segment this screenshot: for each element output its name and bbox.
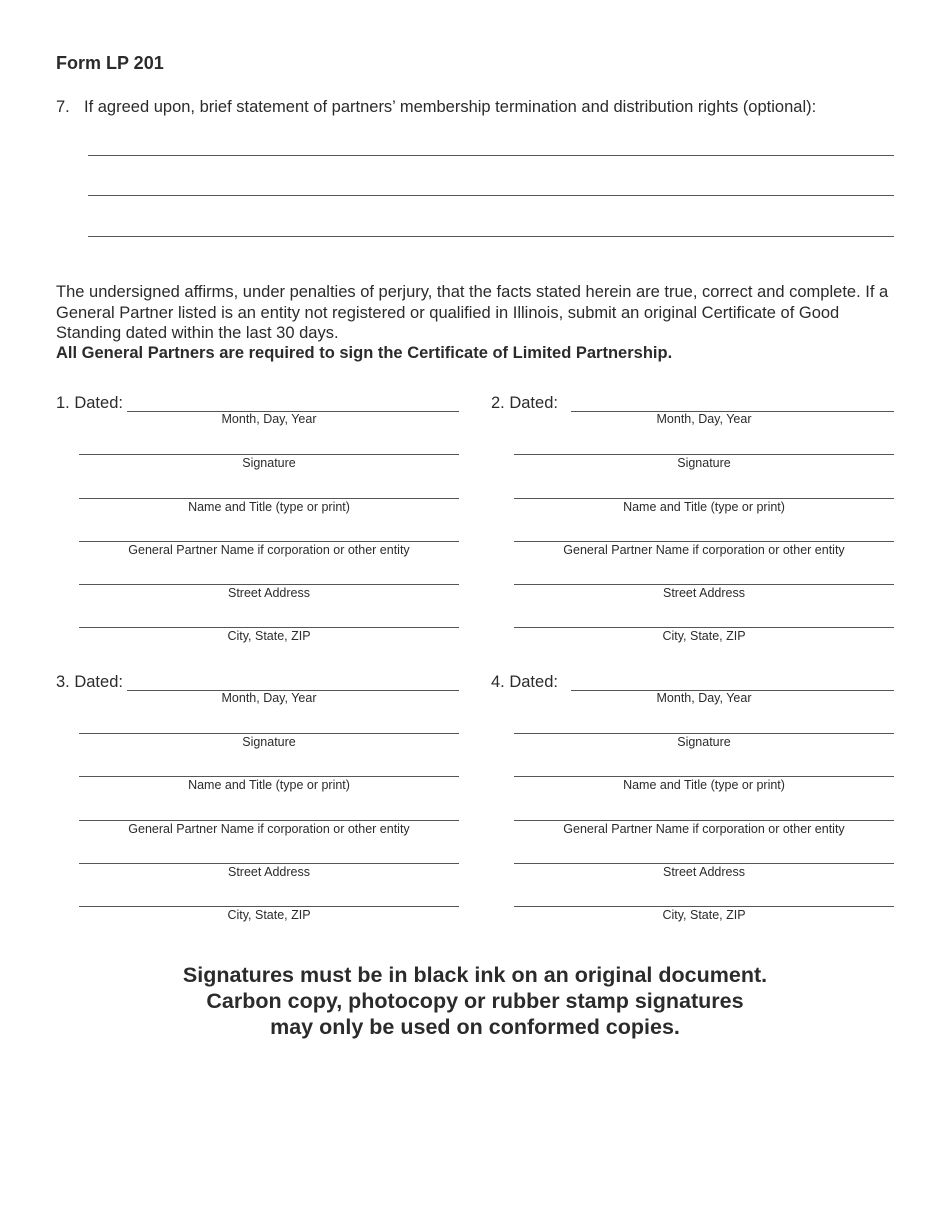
- caption-date-3: Month, Day, Year: [221, 691, 317, 705]
- statement-line-3[interactable]: [88, 236, 894, 237]
- signature-line-4[interactable]: [514, 733, 894, 734]
- street-line-4[interactable]: [514, 863, 894, 864]
- statement-line-1[interactable]: [88, 155, 894, 156]
- caption-city-2: City, State, ZIP: [662, 629, 746, 643]
- signature-line-1[interactable]: [79, 454, 459, 455]
- name-title-line-4[interactable]: [514, 776, 894, 777]
- form-title: Form LP 201: [56, 53, 164, 73]
- partner-name-line-3[interactable]: [79, 820, 459, 821]
- caption-name-title-4: Name and Title (type or print): [623, 778, 785, 792]
- street-line-1[interactable]: [79, 584, 459, 585]
- caption-name-title-1: Name and Title (type or print): [188, 500, 350, 514]
- name-title-line-3[interactable]: [79, 776, 459, 777]
- caption-name-title-3: Name and Title (type or print): [188, 778, 350, 792]
- affirmation-text: The undersigned affirms, under penalties of perjury, that the facts stated herein are true, correct and complete. If a General Partner listed is an entity not registered or qualified in Illinois, submit an original Certificate of Good Standing dated within the last 30 days.: [56, 283, 889, 342]
- city-line-2[interactable]: [514, 627, 894, 628]
- caption-partner-name-2: General Partner Name if corporation or other entity: [563, 543, 845, 557]
- caption-city-1: City, State, ZIP: [227, 629, 311, 643]
- caption-partner-name-3: General Partner Name if corporation or other entity: [128, 822, 410, 836]
- caption-street-1: Street Address: [228, 586, 310, 600]
- notice-line-3: may only be used on conformed copies.: [270, 1015, 680, 1039]
- city-line-3[interactable]: [79, 906, 459, 907]
- caption-signature-2: Signature: [677, 456, 731, 470]
- caption-street-4: Street Address: [663, 865, 745, 879]
- caption-signature-3: Signature: [242, 735, 296, 749]
- caption-signature-4: Signature: [677, 735, 731, 749]
- notice-line-1: Signatures must be in black ink on an original document.: [182, 963, 768, 987]
- city-line-4[interactable]: [514, 906, 894, 907]
- caption-partner-name-1: General Partner Name if corporation or other entity: [128, 543, 410, 557]
- signature-notice: [0, 962, 950, 1040]
- partner-name-line-4[interactable]: [514, 820, 894, 821]
- dated-label-1: 1. Dated:: [56, 394, 123, 412]
- street-line-2[interactable]: [514, 584, 894, 585]
- dated-label-2: 2. Dated:: [491, 394, 558, 412]
- caption-city-3: City, State, ZIP: [227, 908, 311, 922]
- partner-name-line-2[interactable]: [514, 541, 894, 542]
- signature-line-3[interactable]: [79, 733, 459, 734]
- caption-street-2: Street Address: [663, 586, 745, 600]
- question-number: 7.: [56, 98, 70, 116]
- caption-name-title-2: Name and Title (type or print): [623, 500, 785, 514]
- statement-line-2[interactable]: [88, 195, 894, 196]
- signature-line-2[interactable]: [514, 454, 894, 455]
- name-title-line-2[interactable]: [514, 498, 894, 499]
- caption-street-3: Street Address: [228, 865, 310, 879]
- notice-line-2: Carbon copy, photocopy or rubber stamp signatures: [206, 989, 744, 1013]
- caption-date-1: Month, Day, Year: [221, 412, 317, 426]
- question-text: If agreed upon, brief statement of partners’ membership termination and distribution rights (optional):: [84, 98, 817, 116]
- caption-date-4: Month, Day, Year: [656, 691, 752, 705]
- dated-label-3: 3. Dated:: [56, 673, 123, 691]
- affirmation-bold: All General Partners are required to sign the Certificate of Limited Partnership.: [56, 344, 673, 362]
- name-title-line-1[interactable]: [79, 498, 459, 499]
- caption-partner-name-4: General Partner Name if corporation or other entity: [563, 822, 845, 836]
- caption-signature-1: Signature: [242, 456, 296, 470]
- dated-label-4: 4. Dated:: [491, 673, 558, 691]
- city-line-1[interactable]: [79, 627, 459, 628]
- partner-name-line-1[interactable]: [79, 541, 459, 542]
- street-line-3[interactable]: [79, 863, 459, 864]
- caption-date-2: Month, Day, Year: [656, 412, 752, 426]
- caption-city-4: City, State, ZIP: [662, 908, 746, 922]
